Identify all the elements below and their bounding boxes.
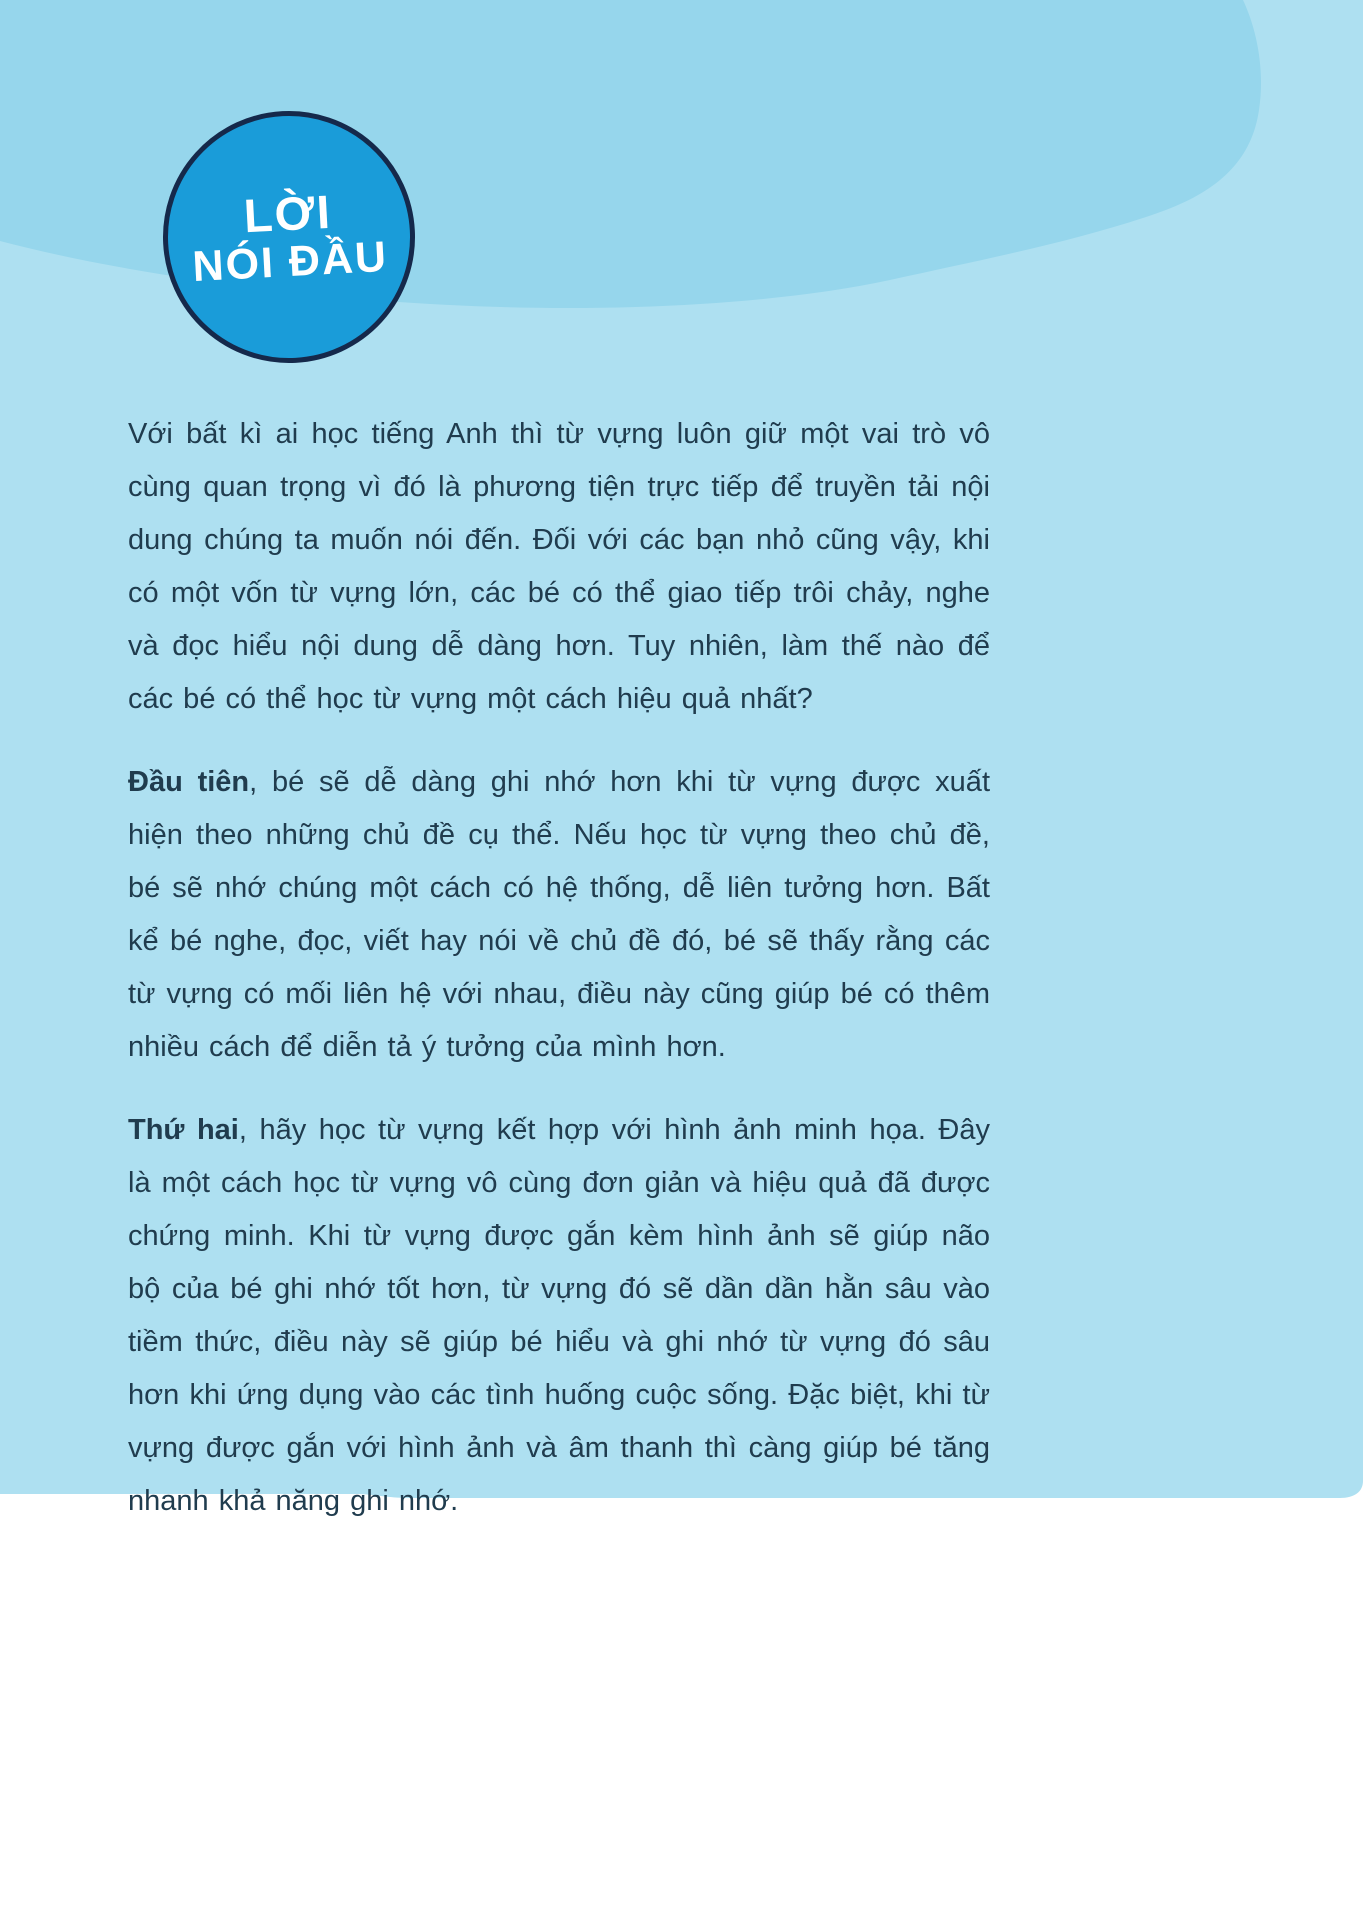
paragraph-lead: Thứ hai bbox=[128, 1114, 239, 1146]
badge-title-line1: LỜI bbox=[242, 184, 334, 242]
preface-paragraph-2 bbox=[128, 756, 990, 1074]
paragraph-text: , bé sẽ dễ dàng ghi nhớ hơn khi từ vựng được xuất hiện theo những chủ đề cụ thể. Nếu học từ vựng theo chủ đề, bé sẽ nhớ chúng một cách có hệ thống, dễ liên tưởng hơn. Bất kể bé nghe, đọc, viết hay nói về chủ đề đó, bé sẽ thấy rằng các từ vựng có mối liên hệ với nhau, điều này cũng giúp bé có thêm nhiều cách để diễn tả ý tưởng của mình hơn. bbox=[128, 766, 990, 1063]
paragraph-text: Với bất kì ai học tiếng Anh thì từ vựng luôn giữ một vai trò vô cùng quan trọng vì đó là phương tiện trực tiếp để truyền tải nội dung chúng ta muốn nói đến. Đối với các bạn nhỏ cũng vậy, khi có một vốn từ vựng lớn, các bé có thể giao tiếp trôi chảy, nghe và đọc hiểu nội dung dễ dàng hơn. Tuy nhiên, làm thế nào để các bé có thể học từ vựng một cách hiệu quả nhất? bbox=[128, 418, 990, 715]
preface-text bbox=[128, 408, 990, 1528]
badge-title-line2: NÓI ĐẦU bbox=[191, 233, 390, 292]
paragraph-text: , hãy học từ vựng kết hợp với hình ảnh minh họa. Đây là một cách học từ vựng vô cùng đơn giản và hiệu quả đã được chứng minh. Khi từ vựng được gắn kèm hình ảnh sẽ giúp não bộ của bé ghi nhớ tốt hơn, từ vựng đó sẽ dần dần hằn sâu vào tiềm thức, điều này sẽ giúp bé hiểu và ghi nhớ từ vựng đó sâu hơn khi ứng dụng vào các tình huống cuộc sống. Đặc biệt, khi từ vựng được gắn với hình ảnh và âm thanh thì càng giúp bé tăng nhanh khả năng ghi nhớ. bbox=[128, 1114, 990, 1517]
preface-paragraph-3 bbox=[128, 1104, 990, 1528]
preface-paragraph-1 bbox=[128, 408, 990, 726]
paragraph-lead: Đầu tiên bbox=[128, 766, 250, 798]
